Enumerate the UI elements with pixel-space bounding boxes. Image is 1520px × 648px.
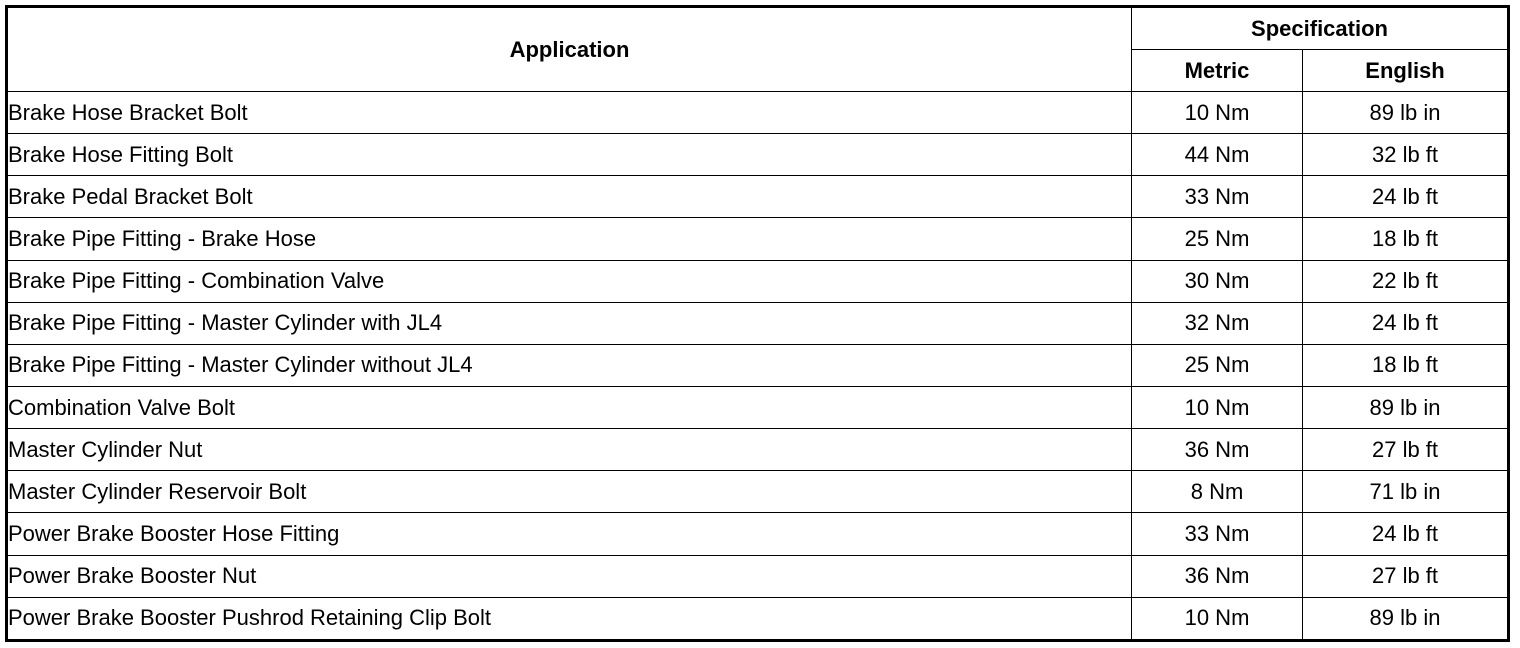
application-cell: Brake Pipe Fitting - Master Cylinder without JL4 (7, 344, 1132, 386)
table-row (7, 597, 1509, 640)
table-row (7, 344, 1509, 386)
english-cell: 71 lb in (1303, 471, 1509, 513)
metric-cell: 25 Nm (1132, 344, 1303, 386)
metric-cell: 32 Nm (1132, 302, 1303, 344)
column-header-metric: Metric (1132, 50, 1303, 92)
table-row (7, 513, 1509, 555)
english-cell: 32 lb ft (1303, 134, 1509, 176)
table-row (7, 218, 1509, 260)
application-cell: Master Cylinder Nut (7, 429, 1132, 471)
metric-cell: 10 Nm (1132, 597, 1303, 640)
application-cell: Brake Pedal Bracket Bolt (7, 176, 1132, 218)
metric-cell: 44 Nm (1132, 134, 1303, 176)
table-row (7, 555, 1509, 597)
english-cell: 18 lb ft (1303, 344, 1509, 386)
english-cell: 18 lb ft (1303, 218, 1509, 260)
application-cell: Brake Pipe Fitting - Brake Hose (7, 218, 1132, 260)
metric-cell: 10 Nm (1132, 92, 1303, 134)
english-cell: 22 lb ft (1303, 260, 1509, 302)
table-row (7, 134, 1509, 176)
metric-cell: 30 Nm (1132, 260, 1303, 302)
metric-cell: 36 Nm (1132, 555, 1303, 597)
application-cell: Power Brake Booster Nut (7, 555, 1132, 597)
metric-cell: 25 Nm (1132, 218, 1303, 260)
metric-cell: 33 Nm (1132, 513, 1303, 555)
english-cell: 24 lb ft (1303, 176, 1509, 218)
application-cell: Combination Valve Bolt (7, 386, 1132, 428)
english-cell: 24 lb ft (1303, 513, 1509, 555)
english-cell: 27 lb ft (1303, 429, 1509, 471)
table-row (7, 386, 1509, 428)
application-cell: Power Brake Booster Hose Fitting (7, 513, 1132, 555)
metric-cell: 36 Nm (1132, 429, 1303, 471)
english-cell: 89 lb in (1303, 386, 1509, 428)
english-cell: 24 lb ft (1303, 302, 1509, 344)
application-cell: Brake Pipe Fitting - Master Cylinder with JL4 (7, 302, 1132, 344)
metric-cell: 33 Nm (1132, 176, 1303, 218)
header-row-top (7, 7, 1509, 50)
table-row (7, 429, 1509, 471)
column-header-application: Application (7, 7, 1132, 92)
column-header-english: English (1303, 50, 1509, 92)
table-row (7, 92, 1509, 134)
english-cell: 89 lb in (1303, 92, 1509, 134)
application-cell: Brake Hose Fitting Bolt (7, 134, 1132, 176)
table-row (7, 176, 1509, 218)
application-cell: Master Cylinder Reservoir Bolt (7, 471, 1132, 513)
metric-cell: 8 Nm (1132, 471, 1303, 513)
application-cell: Brake Hose Bracket Bolt (7, 92, 1132, 134)
table-row (7, 302, 1509, 344)
english-cell: 27 lb ft (1303, 555, 1509, 597)
table-row (7, 260, 1509, 302)
application-cell: Brake Pipe Fitting - Combination Valve (7, 260, 1132, 302)
metric-cell: 10 Nm (1132, 386, 1303, 428)
english-cell: 89 lb in (1303, 597, 1509, 640)
application-cell: Power Brake Booster Pushrod Retaining Clip Bolt (7, 597, 1132, 640)
table-body (7, 92, 1509, 641)
table-header (7, 7, 1509, 92)
table-row (7, 471, 1509, 513)
torque-spec-table (5, 5, 1510, 642)
column-group-header-specification: Specification (1132, 7, 1509, 50)
